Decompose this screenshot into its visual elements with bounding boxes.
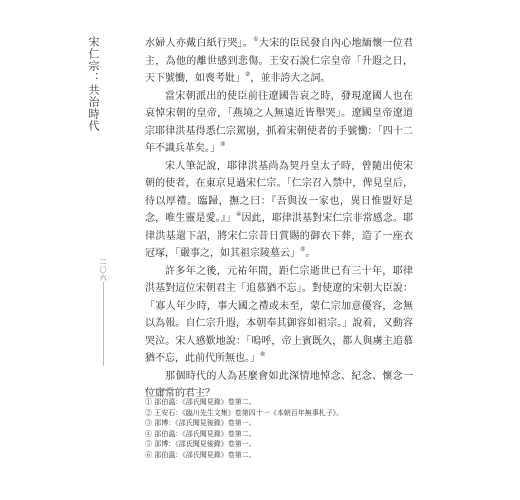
footnote: ③ 邵博：《邵氏聞見後錄》卷第一。 [145,419,256,427]
side-rule [103,282,104,366]
text-run: 水婦人亦戴白紙行哭」。 [145,38,254,49]
footnote: ④ 邵伯溫：《邵氏聞見錄》卷第二。 [145,429,256,438]
paragraph [145,35,413,88]
text-run: 大宋的臣民發自內心地緬懷一位君主，為他的離世感到悲傷。王安石說仁宗皇帝「升遐之日，天下號慟，如喪考妣」 [145,38,414,84]
text-run: 因此，耶律洪基對宋仁宗非常感念。耶律洪基還下詔，將宋仁宗昔日賞賜的御衣下葬，造了一座衣冠塚，「嚴事之，如其祖宗陵墓云」 [145,213,413,259]
paragraph [145,263,413,368]
footnote-marker: ⑤ [300,246,306,253]
footnote-marker: ④ [235,211,242,218]
text-run: 。 [305,248,316,259]
footnote-marker: ⑥ [260,351,266,358]
paragraph [145,158,413,263]
footnotes [145,397,413,460]
running-head: 宋仁宗：共治時代 [87,36,100,132]
paragraph [145,88,413,158]
footnote-rule [145,389,197,390]
footnote: ② 王安石：《臨川先生文集》卷第四十一《本朝百年無事札子》。 [145,408,344,417]
text-run: 當宋朝派出的使臣前往遼國告哀之時，發現遼國人也在哀悼宋朝的皇帝，「燕境之人無遠近皆舉哭」。遼國皇帝遼道宗耶律洪基得悉仁宗駕崩，抓着宋朝使者的手號慟：「四十二年不識兵革矣。」 [145,90,413,154]
text-run: 宋人筆記說，耶律洪基尚為契丹皇太子時，曾隨出使宋朝的使者，在東京見過宋仁宗。「仁宗召入禁中，俾見皇后，待以厚禮。臨歸，撫之曰：『吾與汝一家也，異日惟盟好是念，唯生靈是愛。』」 [145,160,413,224]
text-run: ，並非誇大之詞。 [250,73,331,84]
footnote: ⑤ 邵博：《邵氏聞見後錄》卷第一。 [145,440,256,448]
text-run: 那個時代的人為甚麼會如此深情地悼念、紀念、懷念一位庸常的君主？ [145,370,413,399]
footnote: ① 邵伯溫：《邵氏聞見錄》卷第二。 [145,398,256,406]
footnote-marker: ③ [220,141,226,148]
body-text [145,35,413,403]
page-number: 二〇六 [99,258,107,282]
footnote-marker: ① [253,36,259,43]
footnote: ⑥ 邵伯溫：《邵氏聞見錄》卷第二。 [145,450,256,459]
footnote-marker: ② [245,71,251,78]
text-run: 許多年之後，元祐年間，距仁宗逝世已有三十年，耶律洪基對這位宋朝君主「追慕猶不忘」。對使遼的宋朝大臣說：「寡人年少時，事大國之禮或未至，蒙仁宗加意優容，念無以為報。自仁宗升遐，本朝奉其御容如祖宗。」說着，又動容哭泣。宋人感歎地說：「嗚呼，帝上賓既久，都人與虜主追慕猶不忘，此前代所無也。」 [145,265,413,364]
